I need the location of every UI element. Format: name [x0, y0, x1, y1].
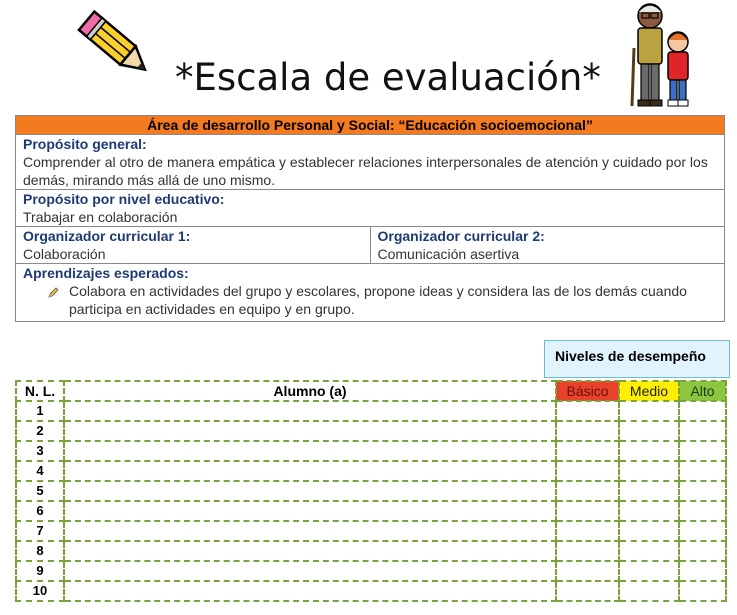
table-row [16, 481, 726, 501]
student-name-cell[interactable] [64, 501, 556, 521]
alto-cell[interactable] [679, 501, 726, 521]
table-row [16, 421, 726, 441]
student-name-cell[interactable] [64, 561, 556, 581]
alto-cell[interactable] [679, 481, 726, 501]
basico-cell[interactable] [556, 441, 619, 461]
proposito-general-label: Propósito general: [23, 136, 147, 152]
medio-cell[interactable] [619, 401, 679, 421]
aprendizajes-text: Colabora en actividades del grupo y escolares, propone ideas y considera las de los demás cuando participa en actividades en equipo y en grupo. [69, 283, 687, 317]
medio-cell[interactable] [619, 421, 679, 441]
organizador-2 [371, 227, 725, 263]
aprendizajes-label: Aprendizajes esperados: [23, 265, 189, 281]
grandparent-child-illustration [622, 0, 702, 112]
niveles-desempeno-box: Niveles de desempeño [544, 340, 730, 378]
medio-cell[interactable] [619, 481, 679, 501]
basico-cell[interactable] [556, 541, 619, 561]
medio-cell[interactable] [619, 501, 679, 521]
row-number: 10 [16, 581, 64, 601]
area-header: Área de desarrollo Personal y Social: “Educación socioemocional” [16, 116, 724, 135]
row-number: 3 [16, 441, 64, 461]
student-name-cell[interactable] [64, 461, 556, 481]
row-number: 7 [16, 521, 64, 541]
medio-cell[interactable] [619, 461, 679, 481]
aprendizajes-bullet [23, 282, 717, 321]
info-box [15, 115, 725, 322]
row-number: 4 [16, 461, 64, 481]
student-name-cell[interactable] [64, 541, 556, 561]
row-number: 9 [16, 561, 64, 581]
alto-cell[interactable] [679, 541, 726, 561]
organizador-2-text: Comunicación asertiva [377, 246, 520, 262]
medio-cell[interactable] [619, 561, 679, 581]
col-alumno-header: Alumno (a) [64, 381, 556, 401]
basico-cell[interactable] [556, 581, 619, 601]
pencil-icon [76, 10, 156, 86]
medio-cell[interactable] [619, 581, 679, 601]
col-basico-header: Básico [556, 381, 619, 401]
row-number: 2 [16, 421, 64, 441]
medio-cell[interactable] [619, 441, 679, 461]
basico-cell[interactable] [556, 501, 619, 521]
medio-cell[interactable] [619, 541, 679, 561]
organizador-1 [16, 227, 371, 263]
col-nl-header: N. L. [16, 381, 64, 401]
student-name-cell[interactable] [64, 401, 556, 421]
proposito-nivel-label: Propósito por nivel educativo: [23, 191, 225, 207]
row-number: 5 [16, 481, 64, 501]
basico-cell[interactable] [556, 481, 619, 501]
bullet-pencil-icon [47, 282, 69, 318]
organizador-1-text: Colaboración [23, 246, 106, 262]
organizadores-section [16, 227, 724, 264]
proposito-general-section [16, 135, 724, 190]
table-row [16, 521, 726, 541]
basico-cell[interactable] [556, 421, 619, 441]
table-row [16, 561, 726, 581]
proposito-nivel-text: Trabajar en colaboración [23, 209, 178, 225]
aprendizajes-section [16, 264, 724, 321]
basico-cell[interactable] [556, 521, 619, 541]
col-alto-header: Alto [679, 381, 726, 401]
table-row [16, 401, 726, 421]
table-row [16, 441, 726, 461]
alto-cell[interactable] [679, 521, 726, 541]
organizador-2-label: Organizador curricular 2: [377, 228, 545, 244]
proposito-general-text: Comprender al otro de manera empática y establecer relaciones interpersonales de atención y cuidado por los demás, mirando más allá de uno mismo. [23, 154, 708, 188]
alto-cell[interactable] [679, 461, 726, 481]
table-row [16, 501, 726, 521]
row-number: 1 [16, 401, 64, 421]
basico-cell[interactable] [556, 561, 619, 581]
page-title: *Escala de evaluación* [175, 56, 601, 99]
proposito-nivel-section [16, 190, 724, 227]
basico-cell[interactable] [556, 461, 619, 481]
alto-cell[interactable] [679, 441, 726, 461]
table-row [16, 461, 726, 481]
medio-cell[interactable] [619, 521, 679, 541]
table-header-row [16, 381, 726, 401]
table-row [16, 541, 726, 561]
student-name-cell[interactable] [64, 481, 556, 501]
table-row [16, 581, 726, 601]
student-name-cell[interactable] [64, 521, 556, 541]
evaluation-table [15, 380, 727, 602]
student-name-cell[interactable] [64, 581, 556, 601]
row-number: 6 [16, 501, 64, 521]
alto-cell[interactable] [679, 561, 726, 581]
basico-cell[interactable] [556, 401, 619, 421]
col-medio-header: Medio [619, 381, 679, 401]
alto-cell[interactable] [679, 401, 726, 421]
student-name-cell[interactable] [64, 421, 556, 441]
row-number: 8 [16, 541, 64, 561]
student-name-cell[interactable] [64, 441, 556, 461]
organizador-1-label: Organizador curricular 1: [23, 228, 191, 244]
alto-cell[interactable] [679, 581, 726, 601]
alto-cell[interactable] [679, 421, 726, 441]
